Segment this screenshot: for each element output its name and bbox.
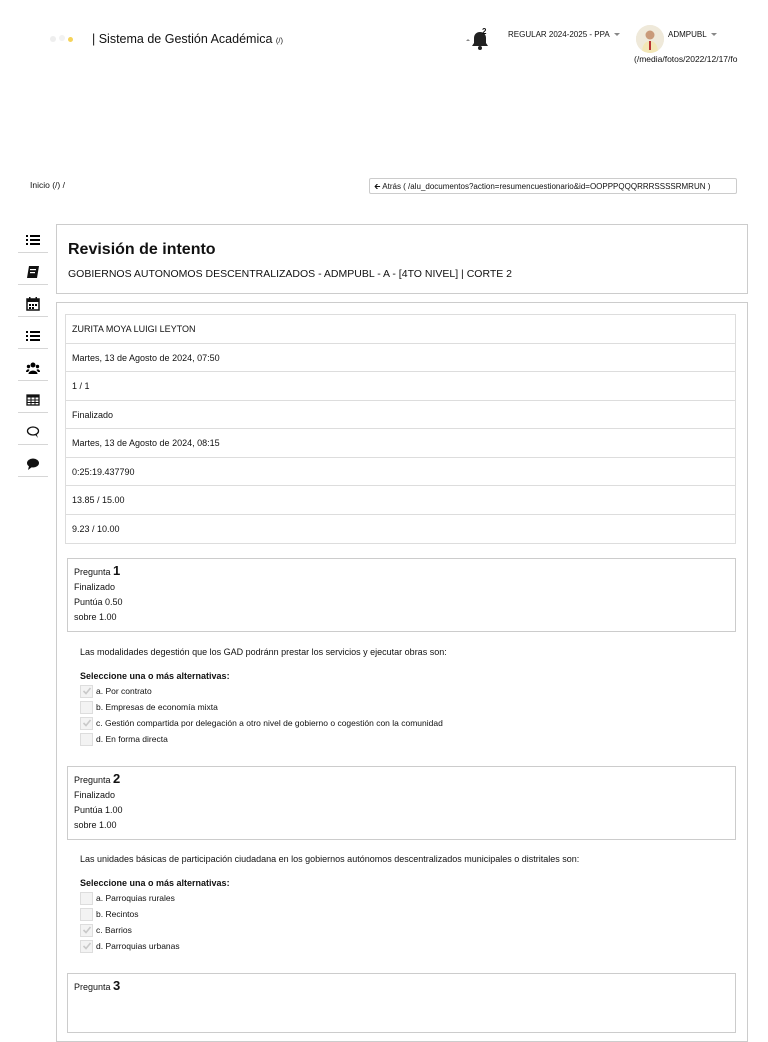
checkbox-checked[interactable] (80, 717, 93, 730)
checkbox-checked[interactable] (80, 924, 93, 937)
checkmark-icon (82, 718, 92, 728)
breadcrumb[interactable]: Inicio (/) / (30, 180, 65, 190)
checkbox[interactable] (80, 892, 93, 905)
option-1a[interactable]: a. Por contrato (80, 684, 152, 698)
rail-chat-button[interactable] (18, 451, 48, 477)
question-text-1: Las modalidades degestión que los GAD podránn prestar los servicios y ejecutar obras son: (80, 647, 447, 657)
back-button[interactable]: 🡰 Atrás ( /alu_documentos?action=resumencuestionario&id=OOPPPQQQRRRSSSSRMRUN ) (369, 178, 737, 194)
list-icon (26, 329, 40, 343)
book-icon (26, 265, 40, 279)
photo-url-text: (/media/fotos/2022/12/17/fo (634, 54, 738, 64)
option-1b[interactable]: b. Empresas de economía mixta (80, 700, 218, 714)
title-panel (56, 224, 748, 294)
user-menu[interactable]: ADMPUBL (668, 30, 717, 39)
rail-table-button[interactable] (18, 387, 48, 413)
rail-comments-button[interactable] (18, 419, 48, 445)
checkbox-checked[interactable] (80, 940, 93, 953)
users-icon (26, 361, 40, 375)
app-logo[interactable] (48, 32, 82, 46)
checkmark-icon (82, 941, 92, 951)
option-1c[interactable]: c. Gestión compartida por delegación a otro nivel de gobierno o cogestión con la comunidad (80, 716, 443, 730)
rail-list-button-2[interactable] (18, 323, 48, 349)
option-2d[interactable]: d. Parroquias urbanas (80, 939, 180, 953)
summary-student: ZURITA MOYA LUIGI LEYTON (66, 315, 735, 344)
checkbox-checked[interactable] (80, 685, 93, 698)
question-out-of: sobre 1.00 (74, 612, 117, 622)
avatar[interactable] (636, 25, 664, 53)
period-selector[interactable]: REGULAR 2024-2025 - PPA (508, 30, 620, 39)
question-info-2: Pregunta 2 Finalizado Puntúa 1.00 sobre 1.00 (67, 766, 736, 840)
user-photo (636, 25, 664, 53)
chevron-down-icon (711, 33, 717, 36)
question-info-3: Pregunta 3 (67, 973, 736, 1033)
checkbox[interactable] (80, 701, 93, 714)
comment-icon (26, 457, 40, 471)
page-title: Revisión de intento (68, 241, 216, 258)
summary-started: Martes, 13 de Agosto de 2024, 07:50 (66, 344, 735, 373)
checkmark-icon (82, 686, 92, 696)
question-status: Finalizado (74, 582, 116, 592)
summary-state: Finalizado (66, 401, 735, 430)
arrow-left-icon: 🡰 (374, 182, 381, 191)
comment-outline-icon (26, 425, 40, 439)
question-number: 3 (113, 978, 121, 993)
attempt-summary (65, 314, 736, 544)
option-2c[interactable]: c. Barrios (80, 923, 132, 937)
table-icon (26, 393, 40, 407)
notification-count: 2 (482, 27, 487, 36)
summary-duration: 0:25:19.437790 (66, 458, 735, 487)
rail-users-button[interactable] (18, 355, 48, 381)
question-out-of: sobre 1.00 (74, 820, 117, 830)
question-status: Finalizado (74, 790, 116, 800)
summary-grade: 9.23 / 10.00 (72, 523, 120, 534)
rail-list-button[interactable] (18, 227, 48, 253)
question-prompt-1: Seleccione una o más alternativas: (80, 671, 230, 681)
summary-marks: 13.85 / 15.00 (66, 486, 735, 515)
summary-attempt: 1 / 1 (66, 372, 735, 401)
question-score: Puntúa 1.00 (74, 805, 123, 815)
checkbox[interactable] (80, 733, 93, 746)
calendar-icon (26, 297, 40, 311)
rail-book-button[interactable] (18, 259, 48, 285)
option-1d[interactable]: d. En forma directa (80, 732, 168, 746)
question-score: Puntúa 0.50 (74, 597, 123, 607)
checkmark-icon (82, 925, 92, 935)
question-number: 2 (113, 771, 121, 786)
chevron-down-icon (614, 33, 620, 36)
question-info-1: Pregunta 1 Finalizado Puntúa 0.50 sobre 1.00 (67, 558, 736, 632)
option-2b[interactable]: b. Recintos (80, 907, 139, 921)
question-prompt-2: Seleccione una o más alternativas: (80, 878, 230, 888)
checkbox[interactable] (80, 908, 93, 921)
question-text-2: Las unidades básicas de participación ciudadana en los gobiernos autónomos descentralizados municipales o distritales son: (80, 854, 580, 864)
option-2a[interactable]: a. Parroquias rurales (80, 891, 175, 905)
summary-finished: Martes, 13 de Agosto de 2024, 08:15 (66, 429, 735, 458)
list-icon (26, 233, 40, 247)
page-subtitle: GOBIERNOS AUTONOMOS DESCENTRALIZADOS - ADMPUBL - A - [4TO NIVEL] | CORTE 2 (68, 268, 513, 280)
app-title[interactable]: | Sistema de Gestión Académica (/) (92, 32, 283, 46)
rail-calendar-button[interactable] (18, 291, 48, 317)
question-number: 1 (113, 563, 121, 578)
